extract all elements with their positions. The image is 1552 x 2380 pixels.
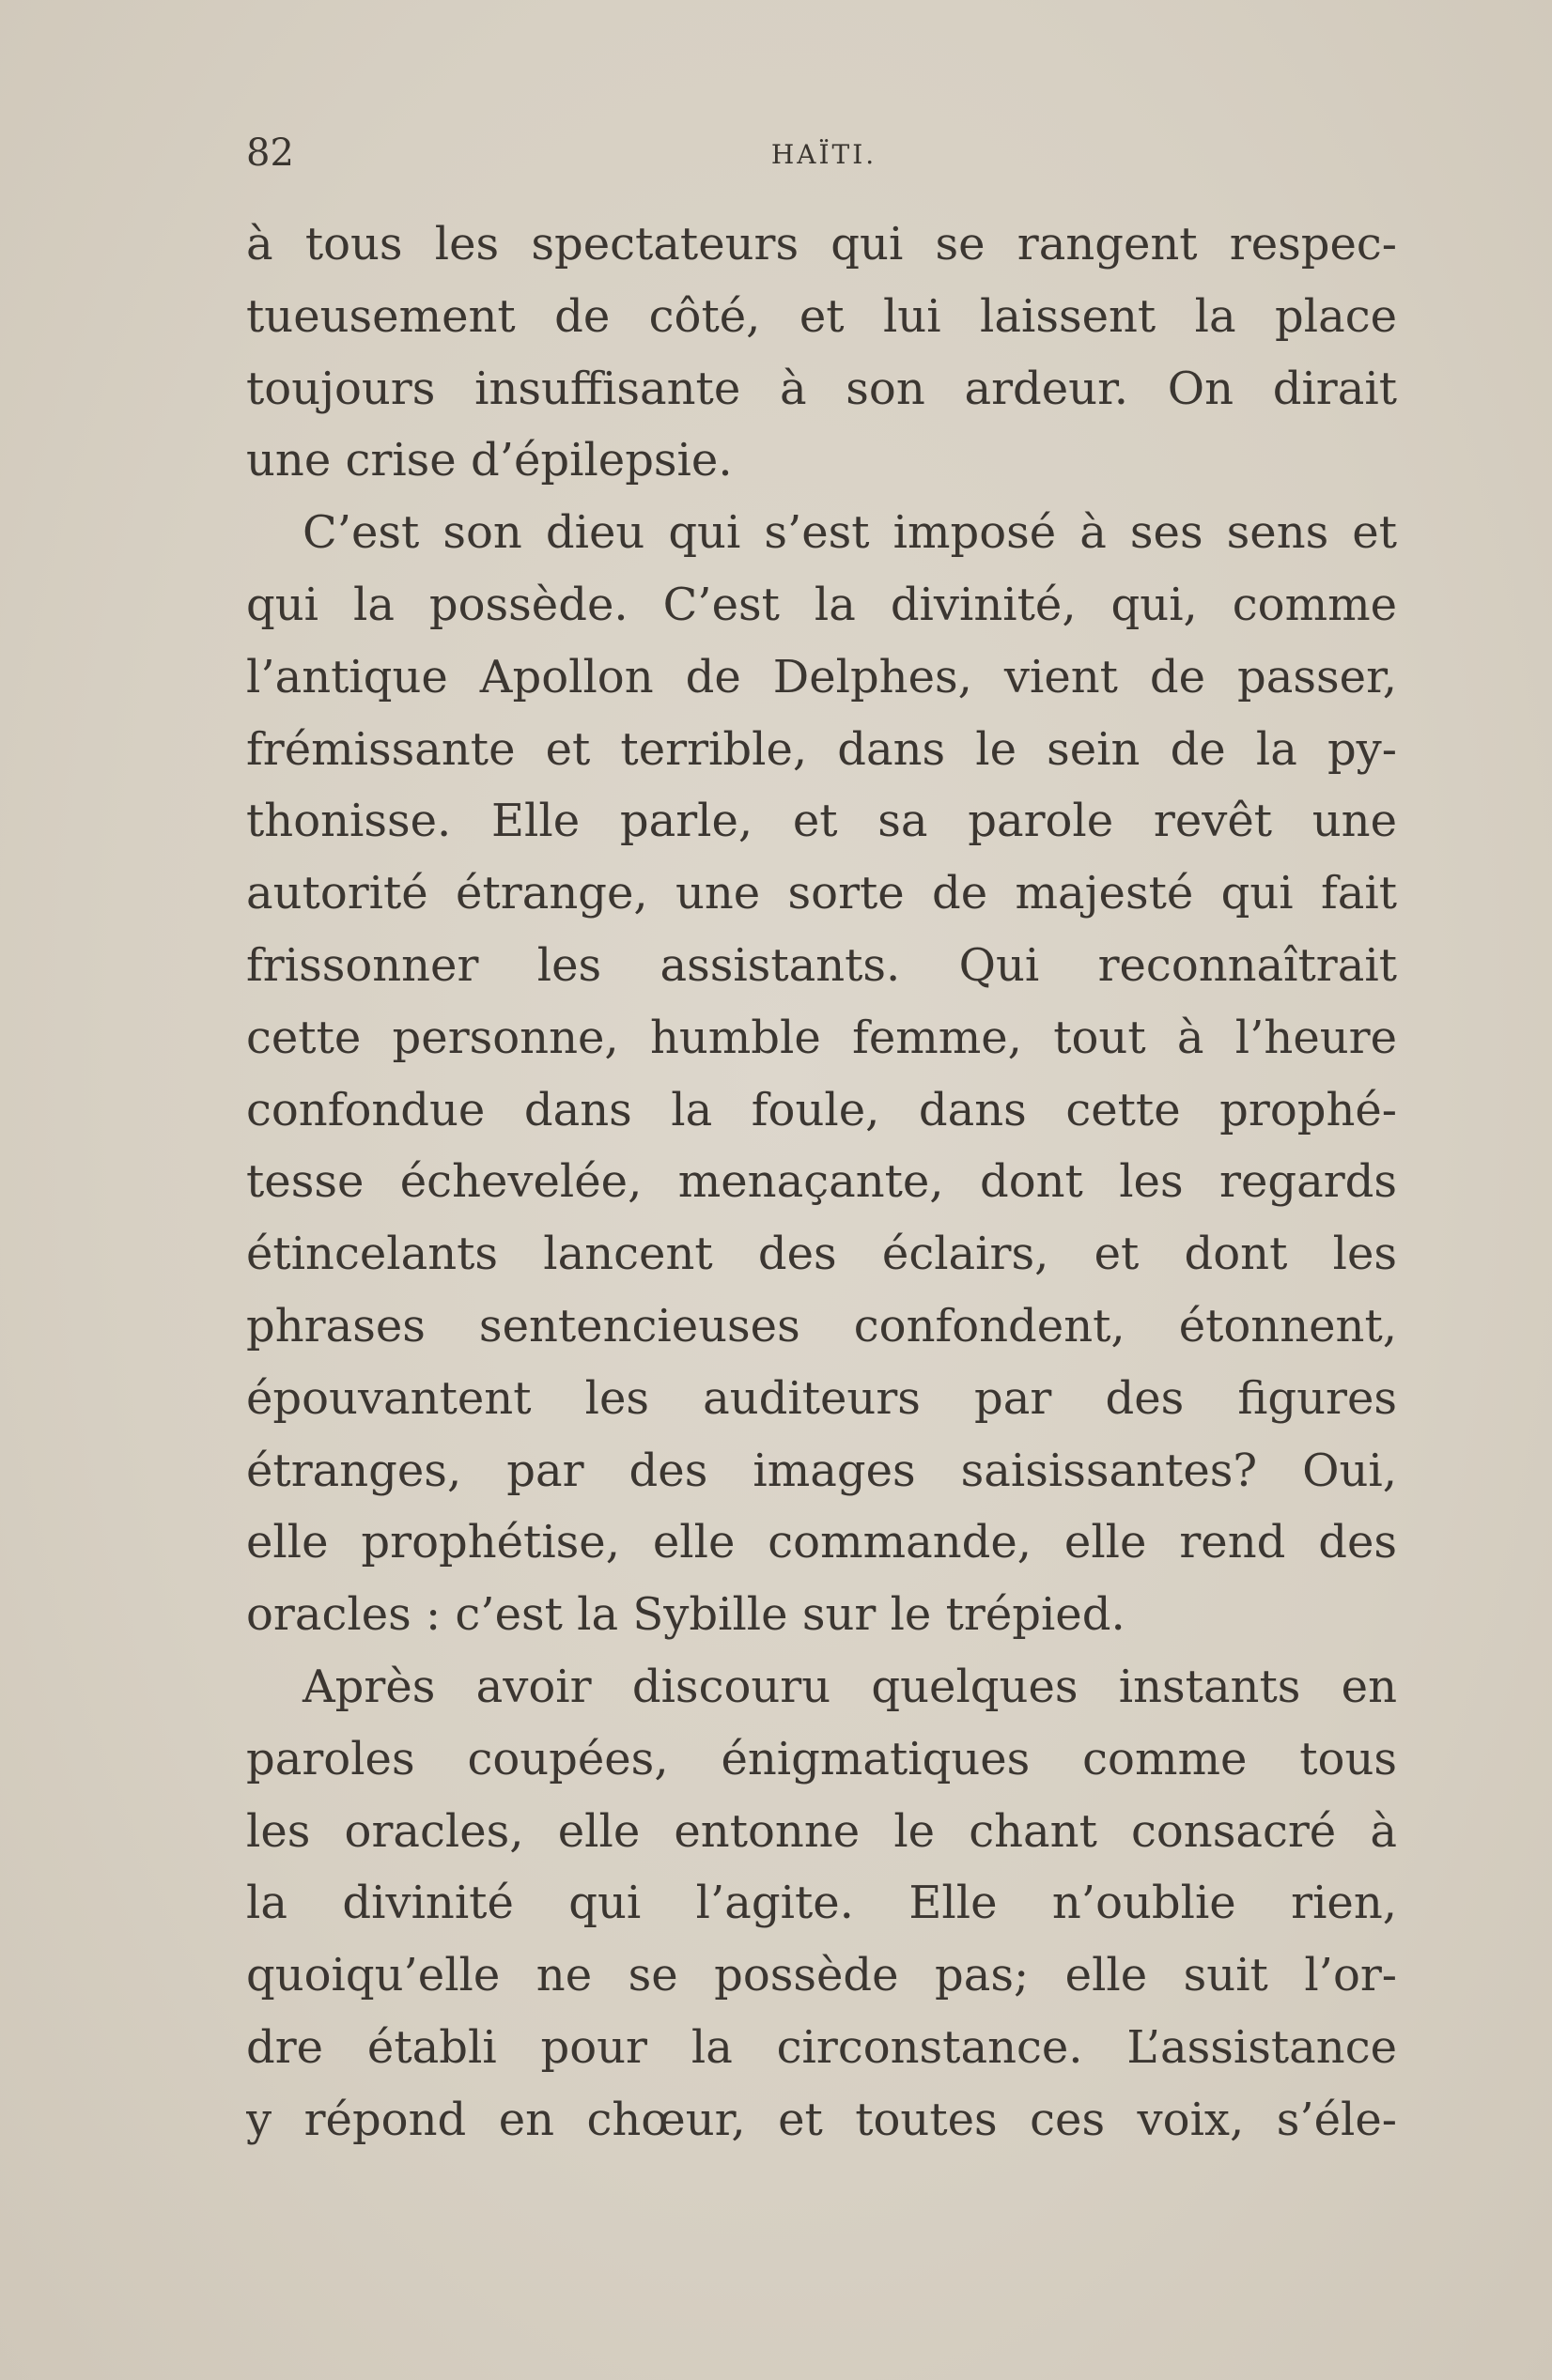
text-line: étincelants lancent des éclairs, et dont les	[246, 1228, 1397, 1281]
text-line: cette personne, humble femme, tout à l’heure	[246, 1011, 1397, 1064]
page-number: 82	[246, 131, 294, 175]
text-line: C’est son dieu qui s’est imposé à ses sens et	[303, 506, 1397, 560]
text-line: qui la possède. C’est la divinité, qui, comme	[246, 578, 1397, 631]
text-line: thonisse. Elle parle, et sa parole revêt une	[246, 795, 1397, 848]
text-line: une crise d’épilepsie.	[246, 434, 733, 487]
text-line: frémissante et terrible, dans le sein de la py-	[246, 722, 1397, 776]
text-line: les oracles, elle entonne le chant consacré à	[246, 1804, 1397, 1858]
text-line: étranges, par des images saisissantes? Oui,	[246, 1444, 1397, 1497]
text-line: oracles : c’est la Sybille sur le trépied.	[246, 1588, 1125, 1642]
text-line: l’antique Apollon de Delphes, vient de passer,	[246, 650, 1397, 703]
text-line: paroles coupées, énigmatiques comme tous	[246, 1732, 1397, 1785]
text-line: elle prophétise, elle commande, elle rend des	[246, 1516, 1397, 1569]
text-line: phrases sentencieuses confondent, étonnent,	[246, 1299, 1397, 1352]
running-head: HAÏTI.	[770, 139, 877, 170]
body-text	[246, 209, 1397, 2156]
text-line: à tous les spectateurs qui se rangent respec-	[246, 218, 1397, 270]
text-line: tueusement de côté, et lui laissent la place	[246, 289, 1397, 343]
text-line: quoiqu’elle ne se possède pas; elle suit l’or-	[246, 1949, 1397, 2002]
text-line: dre établi pour la circonstance. L’assistance	[246, 2020, 1397, 2074]
text-line: Après avoir discouru quelques instants en	[303, 1660, 1397, 1713]
text-line: la divinité qui l’agite. Elle n’oublie rien,	[246, 1877, 1397, 1930]
text-line: y répond en chœur, et toutes ces voix, s’éle-	[246, 2093, 1397, 2146]
text-line: épouvantent les auditeurs par des figures	[246, 1371, 1397, 1425]
text-line: confondue dans la foule, dans cette prophé-	[246, 1083, 1397, 1136]
text-line: toujours insuffisante à son ardeur. On dirait	[246, 362, 1397, 415]
text-line: autorité étrange, une sorte de majesté qui fait	[246, 867, 1397, 920]
page-header	[246, 131, 1402, 188]
text-line: frissonner les assistants. Qui reconnaîtrait	[246, 938, 1397, 992]
text-line: tesse échevelée, menaçante, dont les regards	[246, 1155, 1397, 1209]
